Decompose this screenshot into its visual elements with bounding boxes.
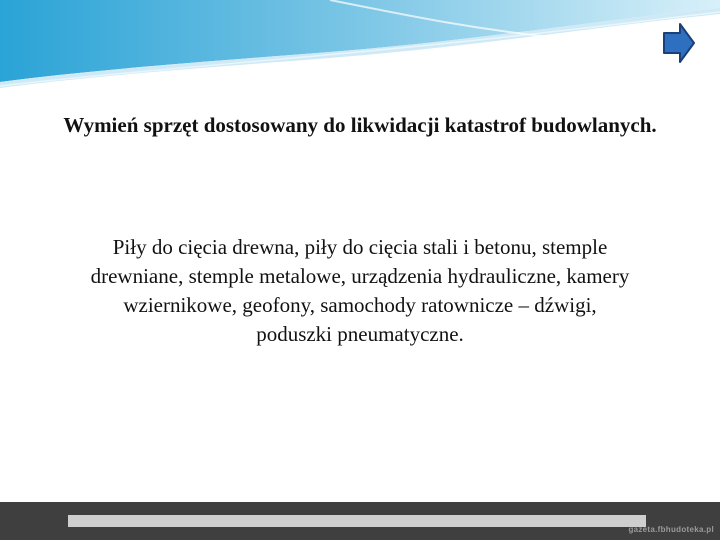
arrow-right-icon (662, 22, 696, 64)
footer-site-label: gazeta.fbhudoteka.pl (628, 525, 714, 534)
question-text: Wymień sprzęt dostosowany do likwidacji katastrof budowlanych. (63, 113, 657, 137)
next-slide-button[interactable] (662, 22, 696, 64)
answer-text: Piły do cięcia drewna, piły do cięcia stali i betonu, stemple drewniane, stemple metalowe, urządzenia hydrauliczne, kamery wziernikowe, geofony, samochody ratownicze – dźwigi, poduszki pneumatyczne. (90, 235, 630, 346)
footer-progress-bar (68, 515, 646, 527)
header-wave-decoration (0, 0, 720, 90)
